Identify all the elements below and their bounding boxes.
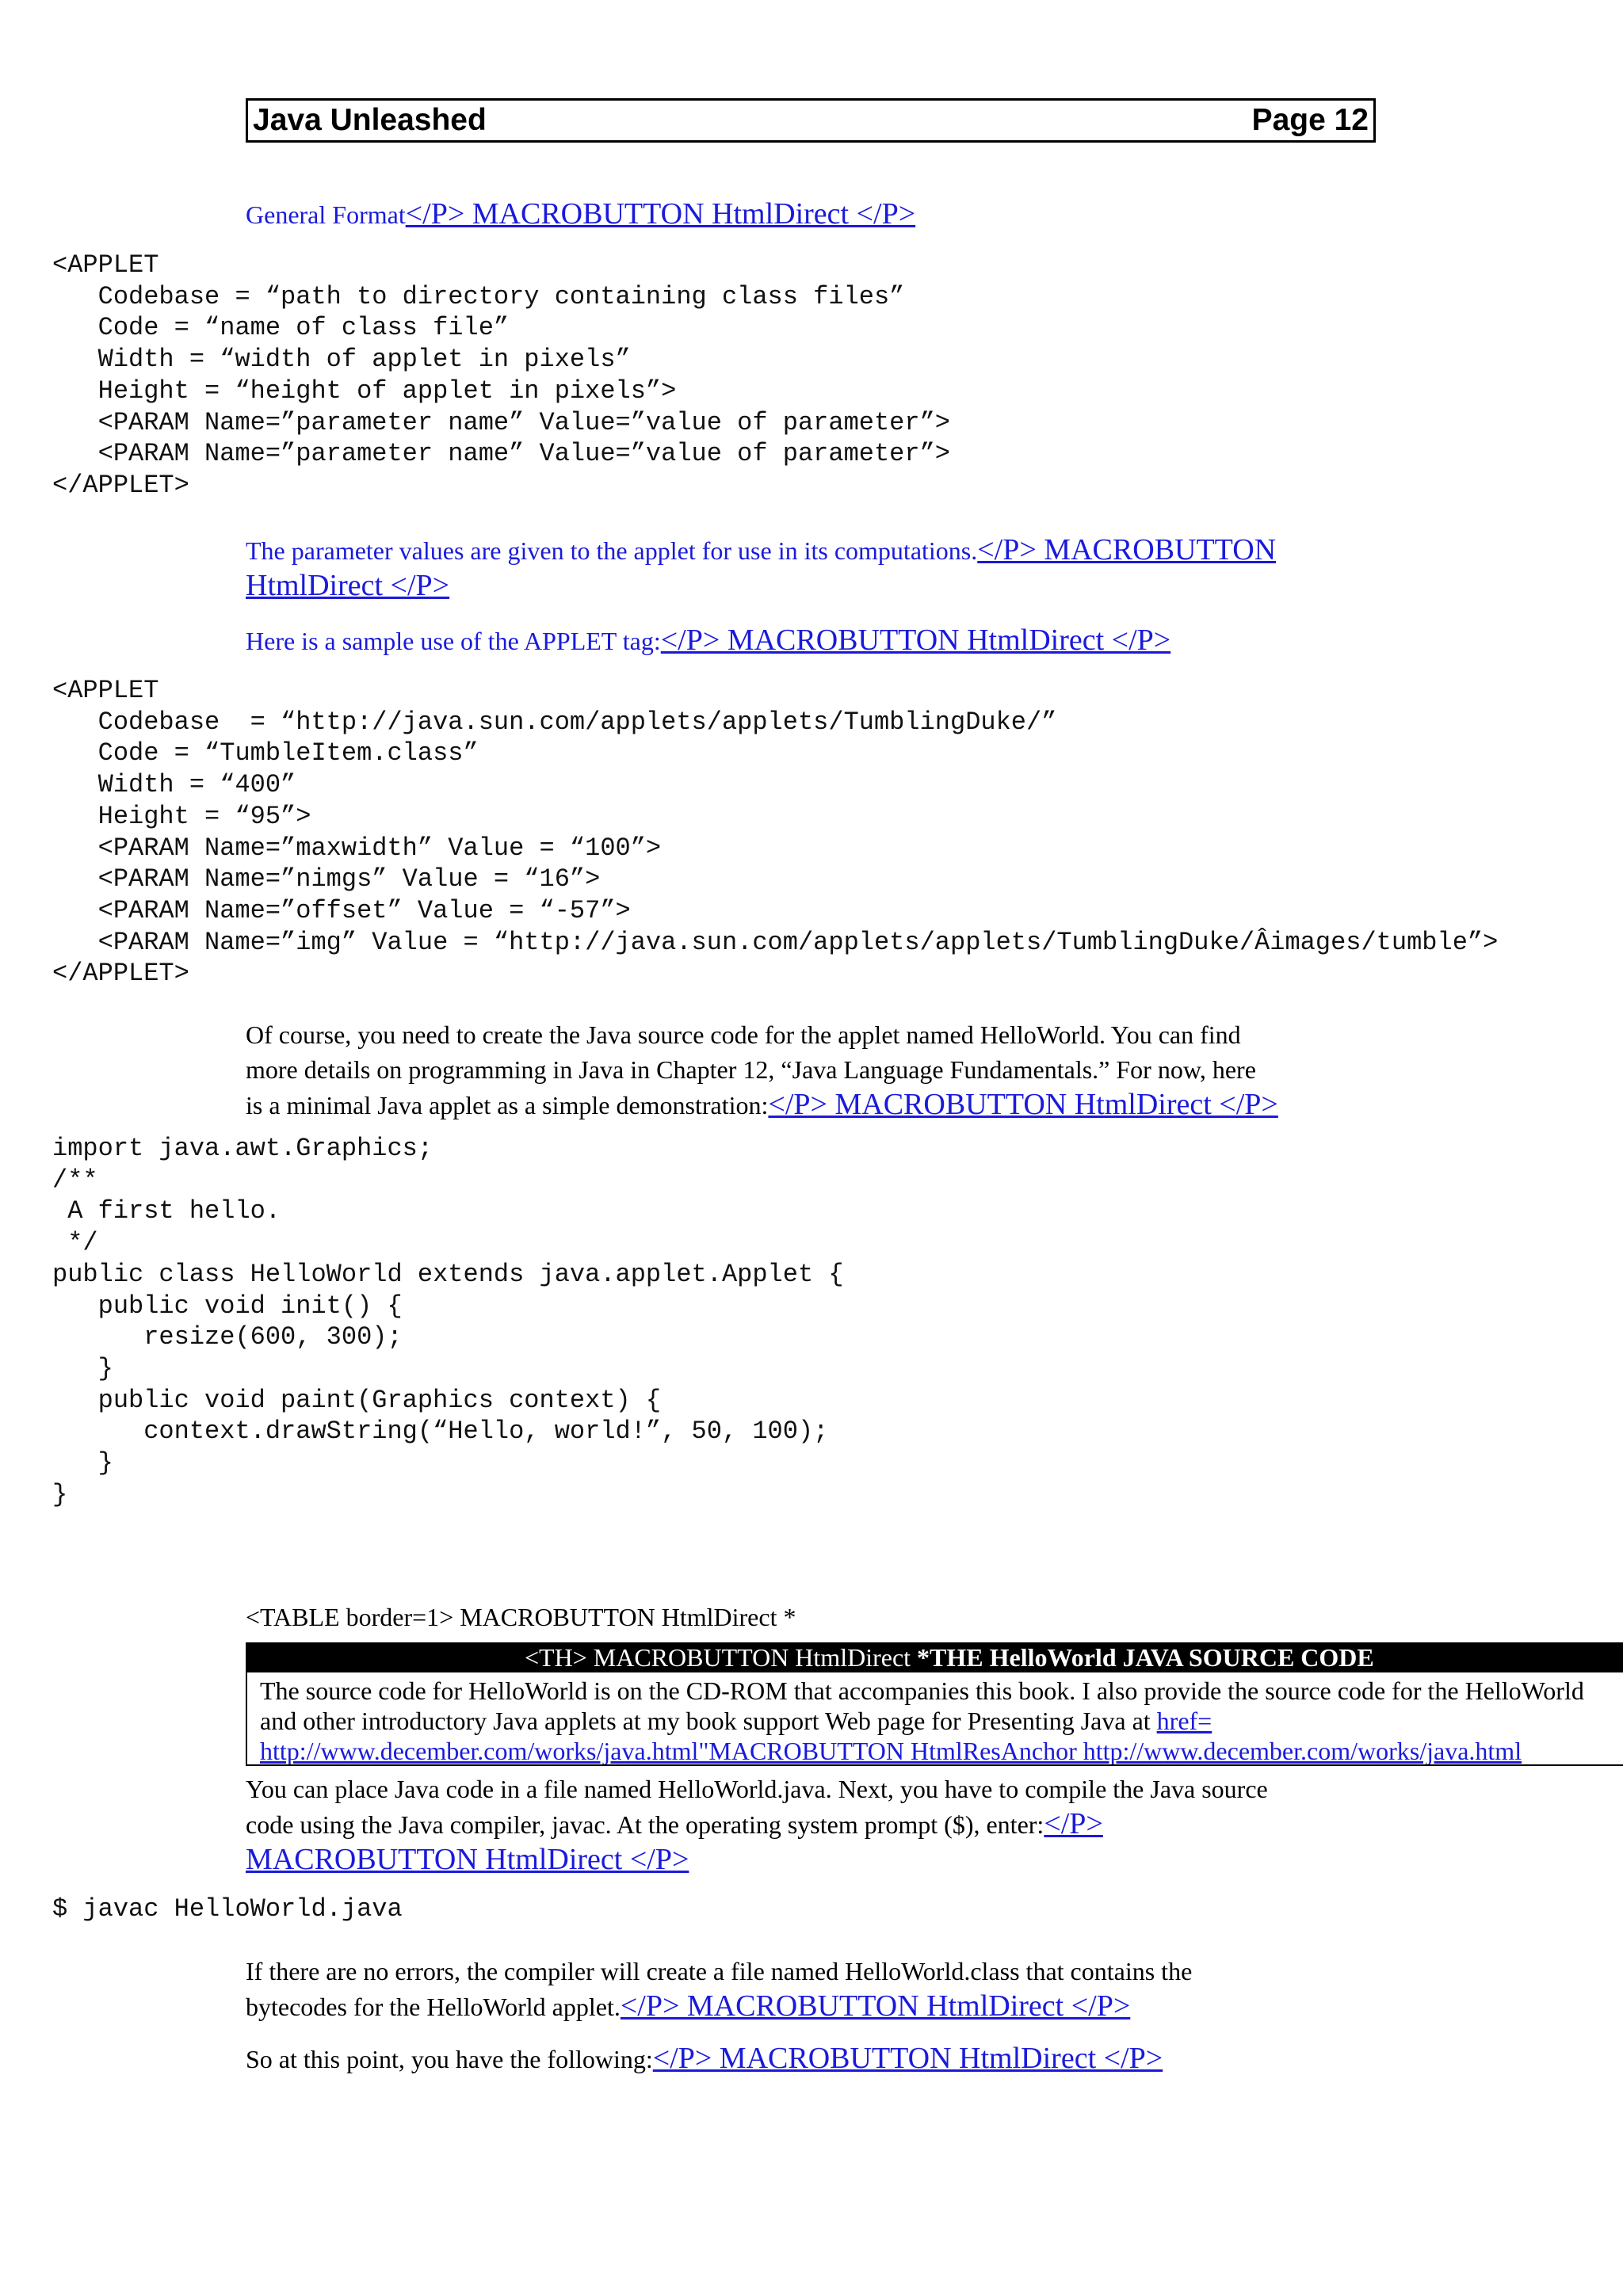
macro-link[interactable]: </P> MACROBUTTON HtmlDirect </P> — [405, 197, 916, 231]
text-line: is a minimal Java applet as a simple demonstration: — [246, 1091, 769, 1119]
table-header-row — [247, 1642, 1623, 1672]
page-number: Page 12 — [1251, 103, 1369, 137]
macro-link[interactable]: </P> MACROBUTTON HtmlDirect </P> — [660, 624, 1171, 657]
text-line: So at this point, you have the following: — [246, 2045, 653, 2073]
general-format-paragraph — [246, 196, 1379, 232]
text-line: If there are no errors, the compiler will create a file named HelloWorld.class that contains the — [246, 1957, 1193, 1985]
macro-link[interactable]: HtmlDirect </P> — [246, 569, 450, 602]
december-url-link[interactable]: http://www.december.com/works/java.html"MACROBUTTON HtmlResAnchor http://www.december.com/works/java.html — [260, 1737, 1522, 1765]
text-line: Of course, you need to create the Java source code for the applet named HelloWorld. You can find — [246, 1020, 1241, 1049]
table-body-cell — [247, 1672, 1623, 1766]
book-title: Java Unleashed — [253, 103, 487, 137]
page-header — [246, 98, 1376, 143]
macro-link[interactable]: </P> MACROBUTTON — [977, 533, 1277, 566]
table-text-line: The source code for HelloWorld is on the CD-ROM that accompanies this book. I also provide the source code for the HelloWorld — [260, 1676, 1584, 1705]
table-header-prefix: <TH> MACROBUTTON HtmlDirect — [525, 1643, 918, 1672]
macro-link[interactable]: </P> MACROBUTTON HtmlDirect </P> — [620, 1989, 1131, 2023]
code-block-javac: $ javac HelloWorld.java — [52, 1894, 403, 1924]
table-header-title: *THE HelloWorld JAVA SOURCE CODE — [917, 1643, 1374, 1672]
code-block-helloworld: import java.awt.Graphics; /** A first hello. */ public class HelloWorld extends java.applet.Applet { public void init() { resize(600, 300); } public void paint(Graphics context) { context.drawString(“Hello, world!”, 50, 100); } } — [52, 1134, 844, 1509]
place-code-paragraph — [246, 1772, 1379, 1878]
at-this-point-paragraph — [246, 2041, 1379, 2077]
source-code-table — [246, 1642, 1623, 1766]
text-line: You can place Java code in a file named HelloWorld.java. Next, you have to compile the Java source — [246, 1775, 1268, 1803]
table-text-line: and other introductory Java applets at my book support Web page for Presenting Java at — [260, 1707, 1157, 1735]
macro-link[interactable]: </P> MACROBUTTON HtmlDirect </P> — [768, 1088, 1278, 1121]
text-line: code using the Java compiler, javac. At the operating system prompt ($), enter: — [246, 1810, 1044, 1839]
macro-link[interactable]: MACROBUTTON HtmlDirect </P> — [246, 1843, 689, 1876]
text-line: bytecodes for the HelloWorld applet. — [246, 1993, 621, 2021]
of-course-paragraph — [246, 1017, 1379, 1123]
code-block-general-format: <APPLET Codebase = “path to directory containing class files” Code = “name of class file” Width = “width of applet in pixels” Height = “height of applet in pixels”> <PARAM Name=”parameter name” Value=”value of parameter”> <PARAM Name=”parameter name” Value=”value of parameter”> </APPLET> — [52, 250, 950, 500]
code-block-sample-applet: <APPLET Codebase = “http://java.sun.com/applets/applets/TumblingDuke/” Code = “TumbleItem.class” Width = “400” Height = “95”> <PARAM Name=”maxwidth” Value = “100”> <PARAM Name=”nimgs” Value = “16”> <PARAM Name=”offset” Value = “-57”> <PARAM Name=”img” Value = “http://java.sun.com/applets/applets/TumblingDuke/Âimages/tumble”> </APPLET> — [52, 676, 1499, 989]
macro-link[interactable]: </P> MACROBUTTON HtmlDirect </P> — [652, 2042, 1163, 2075]
general-format-label: General Format — [246, 200, 406, 229]
param-values-paragraph — [246, 532, 1379, 604]
no-errors-paragraph — [246, 1954, 1379, 2024]
table-markup-label: <TABLE border=1> MACROBUTTON HtmlDirect * — [246, 1603, 796, 1631]
sample-use-text: Here is a sample use of the APPLET tag: — [246, 627, 661, 655]
param-values-text: The parameter values are given to the applet for use in its computations. — [246, 536, 978, 565]
href-link[interactable]: href= — [1156, 1707, 1212, 1735]
sample-use-paragraph — [246, 623, 1379, 658]
macro-link[interactable]: </P> — [1044, 1807, 1103, 1840]
text-line: more details on programming in Java in Chapter 12, “Java Language Fundamentals.” For now, here — [246, 1055, 1256, 1084]
